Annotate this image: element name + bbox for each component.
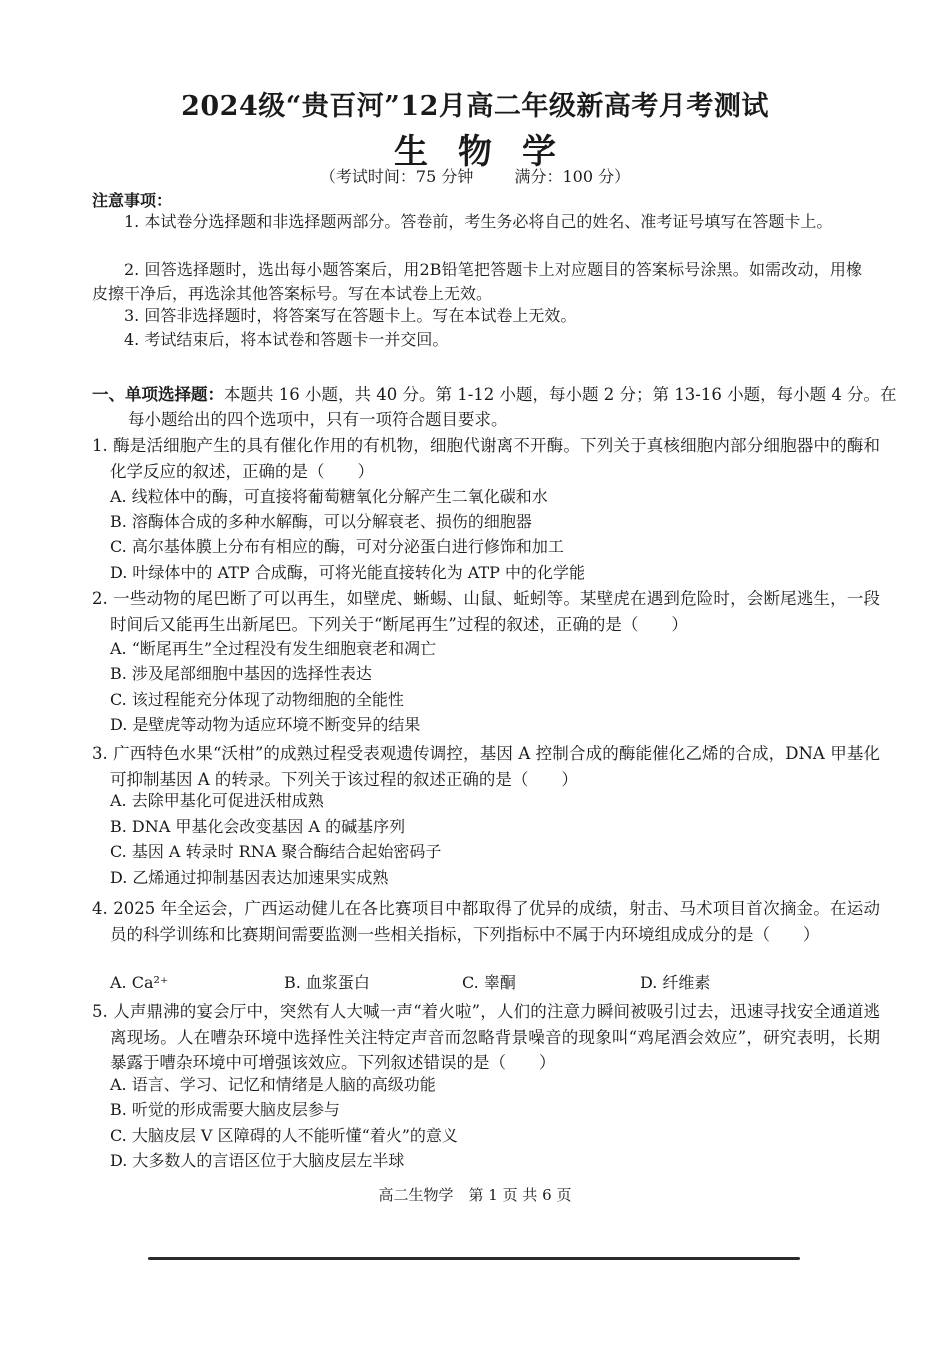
question-stem: 3. 广西特色水果“沃柑”的成熟过程受表观遗传调控，基因 A 控制合成的酶能催化乙烯的合成，DNA 甲基化可抑制基因 A 的转录。下列关于该过程的叙述正确的是（ ） bbox=[92, 744, 880, 789]
option-b: B. 血浆蛋白 bbox=[284, 973, 370, 992]
option-b: B. DNA 甲基化会改变基因 A 的碱基序列 bbox=[110, 817, 406, 836]
option-c: C. 高尔基体膜上分布有相应的酶，可对分泌蛋白进行修饰和加工 bbox=[110, 537, 564, 556]
question-stem: 1. 酶是活细胞产生的具有催化作用的有机物，细胞代谢离不开酶。下列关于真核细胞内部分细胞器中的酶和化学反应的叙述，正确的是（ ） bbox=[92, 436, 880, 481]
question-stem: 5. 人声鼎沸的宴会厅中，突然有人大喊一声“着火啦”，人们的注意力瞬间被吸引过去，迅速寻找安全通道逃离现场。人在嘈杂环境中选择性关注特定声音而忽略背景噪音的现象叫“鸡尾酒会效应”，研究表明，长期暴露于嘈杂环境中可增强该效应。下列叙述错误的是（ ） bbox=[92, 1002, 880, 1072]
option-d: D. 纤维素 bbox=[640, 973, 711, 992]
option-b: B. 听觉的形成需要大脑皮层参与 bbox=[110, 1100, 340, 1119]
section-text: 本题共 16 小题，共 40 分。第 1-12 小题，每小题 2 分；第 13-16 小题，每小题 4 分。在每小题给出的四个选项中，只有一项符合题目要求。 bbox=[128, 385, 897, 429]
notes-title: 注意事项： bbox=[92, 191, 173, 210]
option-d: D. 是壁虎等动物为适应环境不断变异的结果 bbox=[110, 715, 421, 734]
exam-title: 2024级“贵百河”12月高二年级新高考月考测试 bbox=[181, 91, 769, 122]
question-stem: 2. 一些动物的尾巴断了可以再生，如壁虎、蜥蜴、山鼠、蚯蚓等。某壁虎在遇到危险时，会断尾逃生，一段时间后又能再生出新尾巴。下列关于“断尾再生”过程的叙述，正确的是（ ） bbox=[92, 589, 880, 634]
option-a: A. Ca²⁺ bbox=[110, 973, 169, 992]
option-a: A. 线粒体中的酶，可直接将葡萄糖氧化分解产生二氧化碳和水 bbox=[110, 487, 548, 506]
option-d: D. 乙烯通过抑制基因表达加速果实成熟 bbox=[110, 868, 389, 887]
note-item: 4. 考试结束后，将本试卷和答题卡一并交回。 bbox=[124, 330, 449, 349]
scan-edge-line bbox=[148, 1257, 800, 1260]
note-item: 1. 本试卷分选择题和非选择题两部分。答卷前，考生务必将自己的姓名、准考证号填写在答题卡上。 bbox=[124, 212, 833, 231]
option-b: B. 溶酶体合成的多种水解酶，可以分解衰老、损伤的细胞器 bbox=[110, 512, 532, 531]
subject-title: 生物学 bbox=[394, 132, 586, 172]
option-d: D. 大多数人的言语区位于大脑皮层左半球 bbox=[110, 1151, 405, 1170]
section-label: 一、单项选择题： bbox=[92, 385, 224, 404]
note-item: 2. 回答选择题时，选出每小题答案后，用2B铅笔把答题卡上对应题目的答案标号涂黑。如需改动，用橡皮擦干净后，再选涂其他答案标号。写在本试卷上无效。 bbox=[92, 260, 862, 303]
option-d: D. 叶绿体中的 ATP 合成酶，可将光能直接转化为 ATP 中的化学能 bbox=[110, 563, 586, 582]
option-b: B. 涉及尾部细胞中基因的选择性表达 bbox=[110, 664, 372, 683]
exam-score: 满分：100 分） bbox=[514, 167, 631, 186]
note-item: 3. 回答非选择题时，将答案写在答题卡上。写在本试卷上无效。 bbox=[124, 306, 577, 325]
option-a: A. “断尾再生”全过程没有发生细胞衰老和凋亡 bbox=[110, 639, 437, 658]
option-c: C. 该过程能充分体现了动物细胞的全能性 bbox=[110, 690, 404, 709]
option-a: A. 语言、学习、记忆和情绪是人脑的高级功能 bbox=[110, 1075, 436, 1094]
page-footer: 高二生物学 第 1 页 共 6 页 bbox=[378, 1186, 572, 1204]
option-c: C. 基因 A 转录时 RNA 聚合酶结合起始密码子 bbox=[110, 842, 442, 861]
exam-info bbox=[0, 164, 950, 187]
question-stem: 4. 2025 年全运会，广西运动健儿在各比赛项目中都取得了优异的成绩，射击、马术项目首次摘金。在运动员的科学训练和比赛期间需要监测一些相关指标，下列指标中不属于内环境组成成分的是（ ） bbox=[92, 899, 880, 944]
option-c: C. 大脑皮层 V 区障碍的人不能听懂“着火”的意义 bbox=[110, 1126, 458, 1145]
option-a: A. 去除甲基化可促进沃柑成熟 bbox=[110, 791, 324, 810]
exam-time: （考试时间：75 分钟 bbox=[319, 167, 474, 186]
option-c: C. 睾酮 bbox=[462, 973, 516, 992]
option-row bbox=[110, 971, 870, 995]
section-heading bbox=[92, 382, 898, 432]
